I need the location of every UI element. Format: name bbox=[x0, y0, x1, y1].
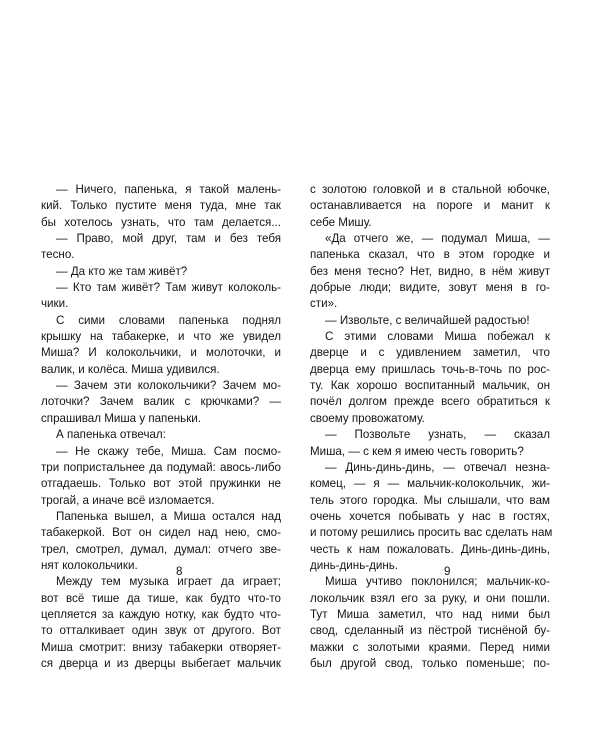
text-line: Миша? И колокольчики, и молоточки, и bbox=[41, 346, 281, 360]
text-line: динь-динь-динь. bbox=[310, 558, 398, 572]
text-line: «Да отчего же, — подумал Миша, — bbox=[325, 232, 550, 246]
text-line: — Право, мой друг, там и без тебя bbox=[56, 232, 281, 246]
text-line: сти». bbox=[310, 297, 338, 311]
text-line: спрашивал Миша у папеньки. bbox=[41, 411, 201, 425]
text-line: Папенька вышел, а Миша остался над bbox=[56, 509, 281, 523]
text-line: папенька сказал, что в этом городке и bbox=[310, 248, 550, 262]
text-line: мажки с золотыми краями. Перед ними bbox=[310, 640, 550, 654]
text-line: кий. Только пустите меня туда, мне так bbox=[41, 199, 281, 213]
text-line: своему провожатому. bbox=[310, 411, 425, 425]
text-line: локольчик взял его за руку, и они пошли. bbox=[310, 591, 550, 605]
right-page-number: 9 bbox=[444, 565, 451, 578]
text-line: дверце и с удивлением заметил, что bbox=[310, 346, 550, 360]
text-line: и потому решились просить вас сделать нам bbox=[310, 526, 553, 540]
text-line: — Не скажу тебе, Миша. Сам посмо- bbox=[56, 444, 281, 458]
text-line: крышку на табакерке, и что же увидел bbox=[41, 330, 281, 344]
text-line: без меня тесно? Нет, видно, в нём живут bbox=[310, 264, 550, 278]
text-line: — Извольте, с величайшей радостью! bbox=[325, 313, 530, 327]
text-line: отгадаешь. Только вот этой пружинки не bbox=[41, 477, 281, 491]
text-line: свод, сделанный из пёстрой тиснёной бу- bbox=[310, 624, 550, 638]
text-line: нят колокольчики. bbox=[41, 558, 138, 572]
text-line: С сими словами папенька поднял bbox=[56, 313, 281, 327]
text-line: Между тем музыка играет да играет; bbox=[56, 575, 281, 589]
text-line: — Ничего, папенька, я такой малень- bbox=[56, 183, 281, 196]
text-line: почёл долгом прежде всего обратиться к bbox=[310, 395, 550, 409]
text-line: был другой свод, только поменьше; по- bbox=[310, 656, 550, 670]
text-line: тесно. bbox=[41, 248, 75, 262]
text-line: — Динь-динь-динь, — отвечал незна- bbox=[325, 460, 550, 474]
text-line: дверца ему пришлась точь-в-точь по рос- bbox=[310, 362, 550, 376]
text-line: трел, смотрел, думал, думал: отчего зве- bbox=[41, 542, 281, 556]
text-line: останавливается на пороге и манит к bbox=[310, 199, 550, 213]
text-line: цепляется за каждую нотку, как будто что- bbox=[41, 607, 281, 621]
text-line: С этими словами Миша побежал к bbox=[325, 330, 550, 344]
right-page-text bbox=[310, 182, 553, 672]
text-line: табакеркой. Вот он сидел над нею, смо- bbox=[41, 526, 281, 540]
text-line: бы хотелось узнать, что там делается... bbox=[41, 215, 281, 229]
text-line: тель этого городка. Мы слышали, что вам bbox=[310, 493, 550, 507]
text-line: лоточки? Зачем валик с крючками? — bbox=[41, 395, 281, 409]
text-line: честь к нам пожаловать. Динь-динь-динь, bbox=[310, 542, 550, 556]
text-line: добрые люди; видите, зовут меня в го- bbox=[310, 281, 550, 295]
text-line: себе Мишу. bbox=[310, 215, 372, 229]
text-line: вот всё тише да тише, как будто что-то bbox=[41, 591, 281, 605]
text-line: Миша смотрит: внизу табакерки отворяет- bbox=[41, 640, 281, 654]
text-line: Миша учтиво поклонился; мальчик-ко- bbox=[325, 575, 550, 589]
text-line: — Позвольте узнать, — сказал bbox=[325, 428, 550, 442]
text-line: валик, и колёса. Миша удивился. bbox=[41, 362, 220, 376]
text-line: комец, — я — мальчик-колокольчик, жи- bbox=[310, 477, 550, 491]
text-line: ту. Как хорошо воспитанный мальчик, он bbox=[310, 379, 550, 393]
text-line: — Да кто же там живёт? bbox=[56, 264, 188, 278]
text-line: — Кто там живёт? Там живут колоколь- bbox=[56, 281, 281, 295]
text-line: чики. bbox=[41, 297, 69, 311]
text-line: Тут Миша заметил, что над ними был bbox=[310, 607, 550, 621]
text-line: очень хочется побывать у нас в гостях, bbox=[310, 509, 550, 523]
text-line: три попристальнее да подумай: авось-либо bbox=[41, 460, 281, 474]
text-line: А папенька отвечал: bbox=[56, 428, 166, 442]
text-line: — Зачем эти колокольчики? Зачем мо- bbox=[56, 379, 281, 393]
text-line: Миша, — с кем я имею честь говорить? bbox=[310, 444, 524, 458]
text-line: трогай, а иначе всё изломается. bbox=[41, 493, 215, 507]
text-line: с золотою головкой и в стальной юбочке, bbox=[310, 183, 550, 196]
text-line: то отталкивает один звук от другого. Вот bbox=[41, 624, 281, 638]
left-page-text bbox=[41, 182, 281, 672]
text-line: ся дверца и из дверцы выбегает мальчик bbox=[41, 656, 281, 670]
left-page-number: 8 bbox=[176, 565, 183, 578]
